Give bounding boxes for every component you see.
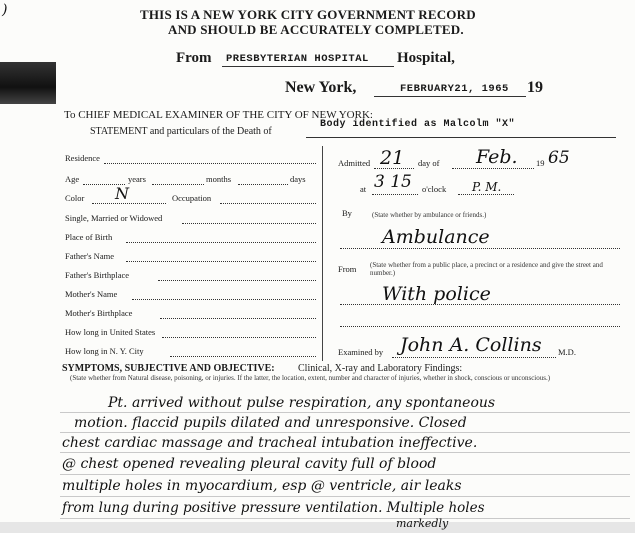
birthplace-dots (126, 242, 316, 243)
header-line-1: THIS IS A NEW YORK CITY GOVERNMENT RECORD (140, 7, 476, 22)
time-dots (372, 194, 418, 195)
ruled-line-3 (60, 452, 630, 453)
hospital-name-line (222, 66, 394, 67)
residence-label: Residence (65, 153, 100, 163)
by-hint: (State whether by ambulance or friends.) (372, 211, 487, 219)
ruled-line-4 (60, 474, 630, 475)
city-label: New York, (285, 79, 357, 96)
how-long-ny-dots (170, 356, 316, 357)
how-long-us-dots (162, 337, 316, 338)
examined-label: Examined by (338, 347, 384, 357)
father-birthplace-dots (158, 280, 316, 281)
mother-birthplace-label: Mother's Birthplace (65, 308, 133, 318)
days-label: days (290, 174, 306, 184)
date-typed: FEBRUARY21, 1965 (400, 83, 509, 95)
ruled-line-1 (60, 412, 630, 413)
note-line-1: Pt. arrived without pulse respiration, any spontaneous (108, 395, 496, 411)
symptoms-heading: SYMPTOMS, SUBJECTIVE AND OBJECTIVE: (62, 363, 275, 374)
father-name-dots (126, 261, 316, 262)
color-dots (92, 203, 166, 204)
md-label: M.D. (558, 347, 576, 357)
residence-line (104, 163, 316, 164)
father-birthplace-label: Father's Birthplace (65, 270, 130, 280)
bottom-band (0, 522, 635, 533)
note-line-5: multiple holes in myocardium, esp @ ventricle, air leaks (62, 478, 462, 494)
date-line (374, 96, 526, 97)
months-label: months (206, 174, 232, 184)
occupation-label: Occupation (172, 193, 212, 203)
marital-dots (182, 223, 316, 224)
ruled-line-5 (60, 496, 630, 497)
years-dots (152, 184, 204, 185)
by-dots (340, 248, 620, 249)
statement-value: Body identified as Malcolm "X" (320, 119, 516, 130)
color-value: N (115, 184, 129, 203)
from-place-dots-2 (340, 326, 620, 327)
symptoms-hint: (State whether from Natural disease, poisoning, or injuries. If the latter, the location, extent, number and character of injuries, whether in shock, conscious or unconscious.) (70, 374, 551, 382)
note-line-3: chest cardiac massage and tracheal intubation ineffective. (62, 435, 478, 451)
column-divider (322, 146, 323, 361)
occupation-dots (220, 203, 316, 204)
from-label: From (176, 50, 212, 66)
time-value: 3 15 (374, 172, 412, 192)
examined-dots (392, 357, 556, 358)
color-label: Color (65, 193, 85, 203)
by-label: By (342, 208, 352, 218)
page-mark: ) (2, 2, 8, 18)
note-line-7: markedly (396, 517, 449, 530)
year-prefix: 19 (536, 158, 545, 168)
admitted-month: Feb. (476, 146, 518, 168)
statement-line (306, 137, 616, 138)
years-label: years (128, 174, 146, 184)
symptoms-heading-rest: Clinical, X-ray and Laboratory Findings: (298, 363, 463, 374)
birthplace-label: Place of Birth (65, 232, 113, 242)
note-line-6: from lung during positive pressure ventilation. Multiple holes (62, 500, 485, 516)
admitted-day: 21 (380, 147, 405, 169)
by-value: Ambulance (382, 226, 490, 248)
ruled-line-2 (60, 432, 630, 433)
ampm-value: P. M. (472, 180, 502, 194)
address-line: To CHIEF MEDICAL EXAMINER OF THE CITY OF NEW YORK: (64, 109, 373, 121)
from-place-dots (340, 304, 620, 305)
note-line-2: motion. flaccid pupils dilated and unresponsive. Closed (74, 415, 467, 431)
admitted-day-dots (374, 168, 414, 169)
months-dots (238, 184, 288, 185)
admitted-month-dots (452, 168, 534, 169)
how-long-ny-label: How long in N. Y. City (65, 346, 144, 356)
age-label: Age (65, 174, 80, 184)
oclock-label: o'clock (422, 184, 447, 194)
from-place-hint: (State whether from a public place, a precinct or a residence and give the street and number.) (370, 261, 603, 277)
mother-birthplace-dots (160, 318, 316, 319)
year-value: 65 (548, 148, 570, 168)
admitted-label: Admitted (338, 158, 371, 168)
examined-value: John A. Collins (400, 334, 542, 356)
hospital-suffix: Hospital, (397, 50, 455, 66)
statement-label: STATEMENT and particulars of the Death of (90, 126, 272, 137)
mother-name-label: Mother's Name (65, 289, 118, 299)
ruled-line-6 (60, 518, 630, 519)
note-line-4: @ chest opened revealing pleural cavity full of blood (62, 456, 437, 472)
how-long-us-label: How long in United States (65, 327, 156, 337)
mother-name-dots (132, 299, 316, 300)
ampm-dots (458, 194, 514, 195)
header-line-2: AND SHOULD BE ACCURATELY COMPLETED. (168, 22, 464, 37)
year-suffix: 19 (527, 79, 543, 96)
at-label: at (360, 184, 367, 194)
hospital-name: PRESBYTERIAN HOSPITAL (226, 53, 369, 65)
day-of-label: day of (418, 158, 440, 168)
from-place-label: From (338, 264, 357, 274)
from-place-value: With police (382, 283, 491, 305)
scan-artifact (0, 62, 56, 104)
marital-label: Single, Married or Widowed (65, 213, 163, 223)
father-name-label: Father's Name (65, 251, 114, 261)
